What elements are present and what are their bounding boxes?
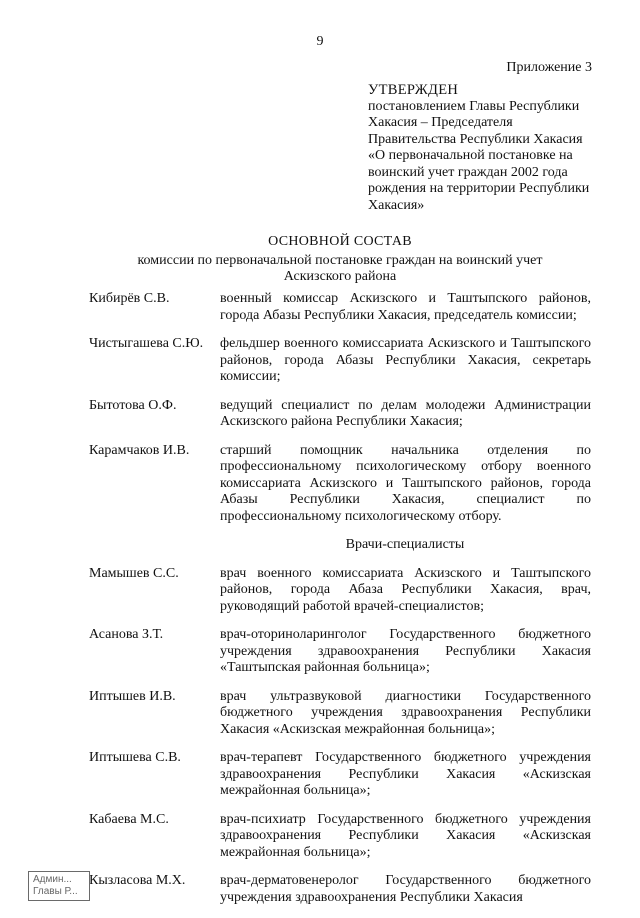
heading-title: ОСНОВНОЙ СОСТАВ xyxy=(268,234,412,249)
appendix-label: Приложение 3 xyxy=(506,60,592,75)
doctor-row xyxy=(89,873,591,906)
member-name: Чистыгашева С.Ю. xyxy=(89,336,204,351)
approval-line: рождения на территории Республики xyxy=(368,181,590,196)
member-role: фельдшер военного комиссариата Аскизского и Таштыпского районов, города Абазы Республики Хакасия, секретарь комиссии; xyxy=(220,336,591,384)
approval-block xyxy=(368,82,608,214)
member-name: Бытотова О.Ф. xyxy=(89,397,177,413)
heading-district: Аскизского района xyxy=(283,269,397,284)
doctor-row xyxy=(89,689,591,739)
doctor-role: врач-оториноларинголог Государственного бюджетного учреждения здравоохранения Республики Хакасия «Таштыпская районная больница»; xyxy=(220,627,591,675)
approval-line: Правительства Республики Хакасия xyxy=(368,131,583,147)
member-role: старший помощник начальника отделения по профессиональному психологическому отбору военного комиссариата Аскизского и Таштыпского районов, города Абазы Республики Хакасия, специалист по профессиональному психологическому отбору. xyxy=(220,442,591,524)
doctor-name: Кызласова М.Х. xyxy=(89,873,186,888)
member-name: Карамчаков И.В. xyxy=(89,442,190,458)
doctor-name: Асанова З.Т. xyxy=(89,627,164,642)
member-role: военный комиссар Аскизского и Таштыпского районов, города Абазы Республики Хакасия, председатель комиссии; xyxy=(220,291,591,323)
approval-title: УТВЕРЖДЕН xyxy=(368,82,459,98)
member-row xyxy=(89,336,591,386)
member-row xyxy=(89,443,591,526)
doctor-name: Кабаева М.С. xyxy=(89,811,169,827)
document-heading xyxy=(0,234,640,286)
doctor-row xyxy=(89,750,591,800)
member-row xyxy=(89,291,591,324)
commission-list xyxy=(89,291,591,918)
approval-line: Хакасия – Председателя xyxy=(368,115,513,130)
member-name: Кибирёв С.В. xyxy=(89,291,170,306)
heading-subtitle: комиссии по первоначальной постановке граждан на воинский учет xyxy=(137,252,543,268)
doctor-role: врач ультразвуковой диагностики Государственного бюджетного учреждения здравоохранения Республики Хакасия «Аскизская межрайонная больница»; xyxy=(220,688,591,737)
doctors-subheading: Врачи-специалисты xyxy=(345,537,465,552)
doctor-row xyxy=(89,627,591,677)
doctor-role: врач-терапевт Государственного бюджетного учреждения здравоохранения Республики Хакасия «Аскизская межрайонная больница»; xyxy=(220,750,591,798)
member-role: ведущий специалист по делам молодежи Администрации Аскизского района Республики Хакасия; xyxy=(220,397,591,429)
approval-line: «О первоначальной постановке на xyxy=(368,148,573,163)
doctor-name: Иптышев И.В. xyxy=(89,688,176,704)
member-row xyxy=(89,398,591,431)
doctor-role: врач-дерматовенеролог Государственного бюджетного учреждения здравоохранения Республики Хакасия xyxy=(220,873,591,905)
registration-stamp xyxy=(28,871,90,901)
doctor-role: врач-психиатр Государственного бюджетного учреждения здравоохранения Республики Хакасия «Аскизская межрайонная больница»; xyxy=(220,811,591,860)
approval-line: постановлением Главы Республики xyxy=(368,98,580,114)
doctor-role: врач военного комиссариата Аскизского и Таштыпского районов, города Абаза Республики Хакасия, врач, руководящий работой врачей-специалистов; xyxy=(220,565,591,614)
approval-line: Хакасия» xyxy=(368,197,425,213)
doctor-name: Иптышева С.В. xyxy=(89,750,181,765)
page-number: 9 xyxy=(316,34,324,49)
stamp-line: Главы Р... xyxy=(33,886,78,897)
doctor-row xyxy=(89,566,591,616)
approval-line: воинский учет граждан 2002 года xyxy=(368,164,568,180)
doctor-name: Мамышев С.С. xyxy=(89,565,179,581)
doctor-row xyxy=(89,812,591,862)
stamp-line: Админ... xyxy=(33,874,72,885)
